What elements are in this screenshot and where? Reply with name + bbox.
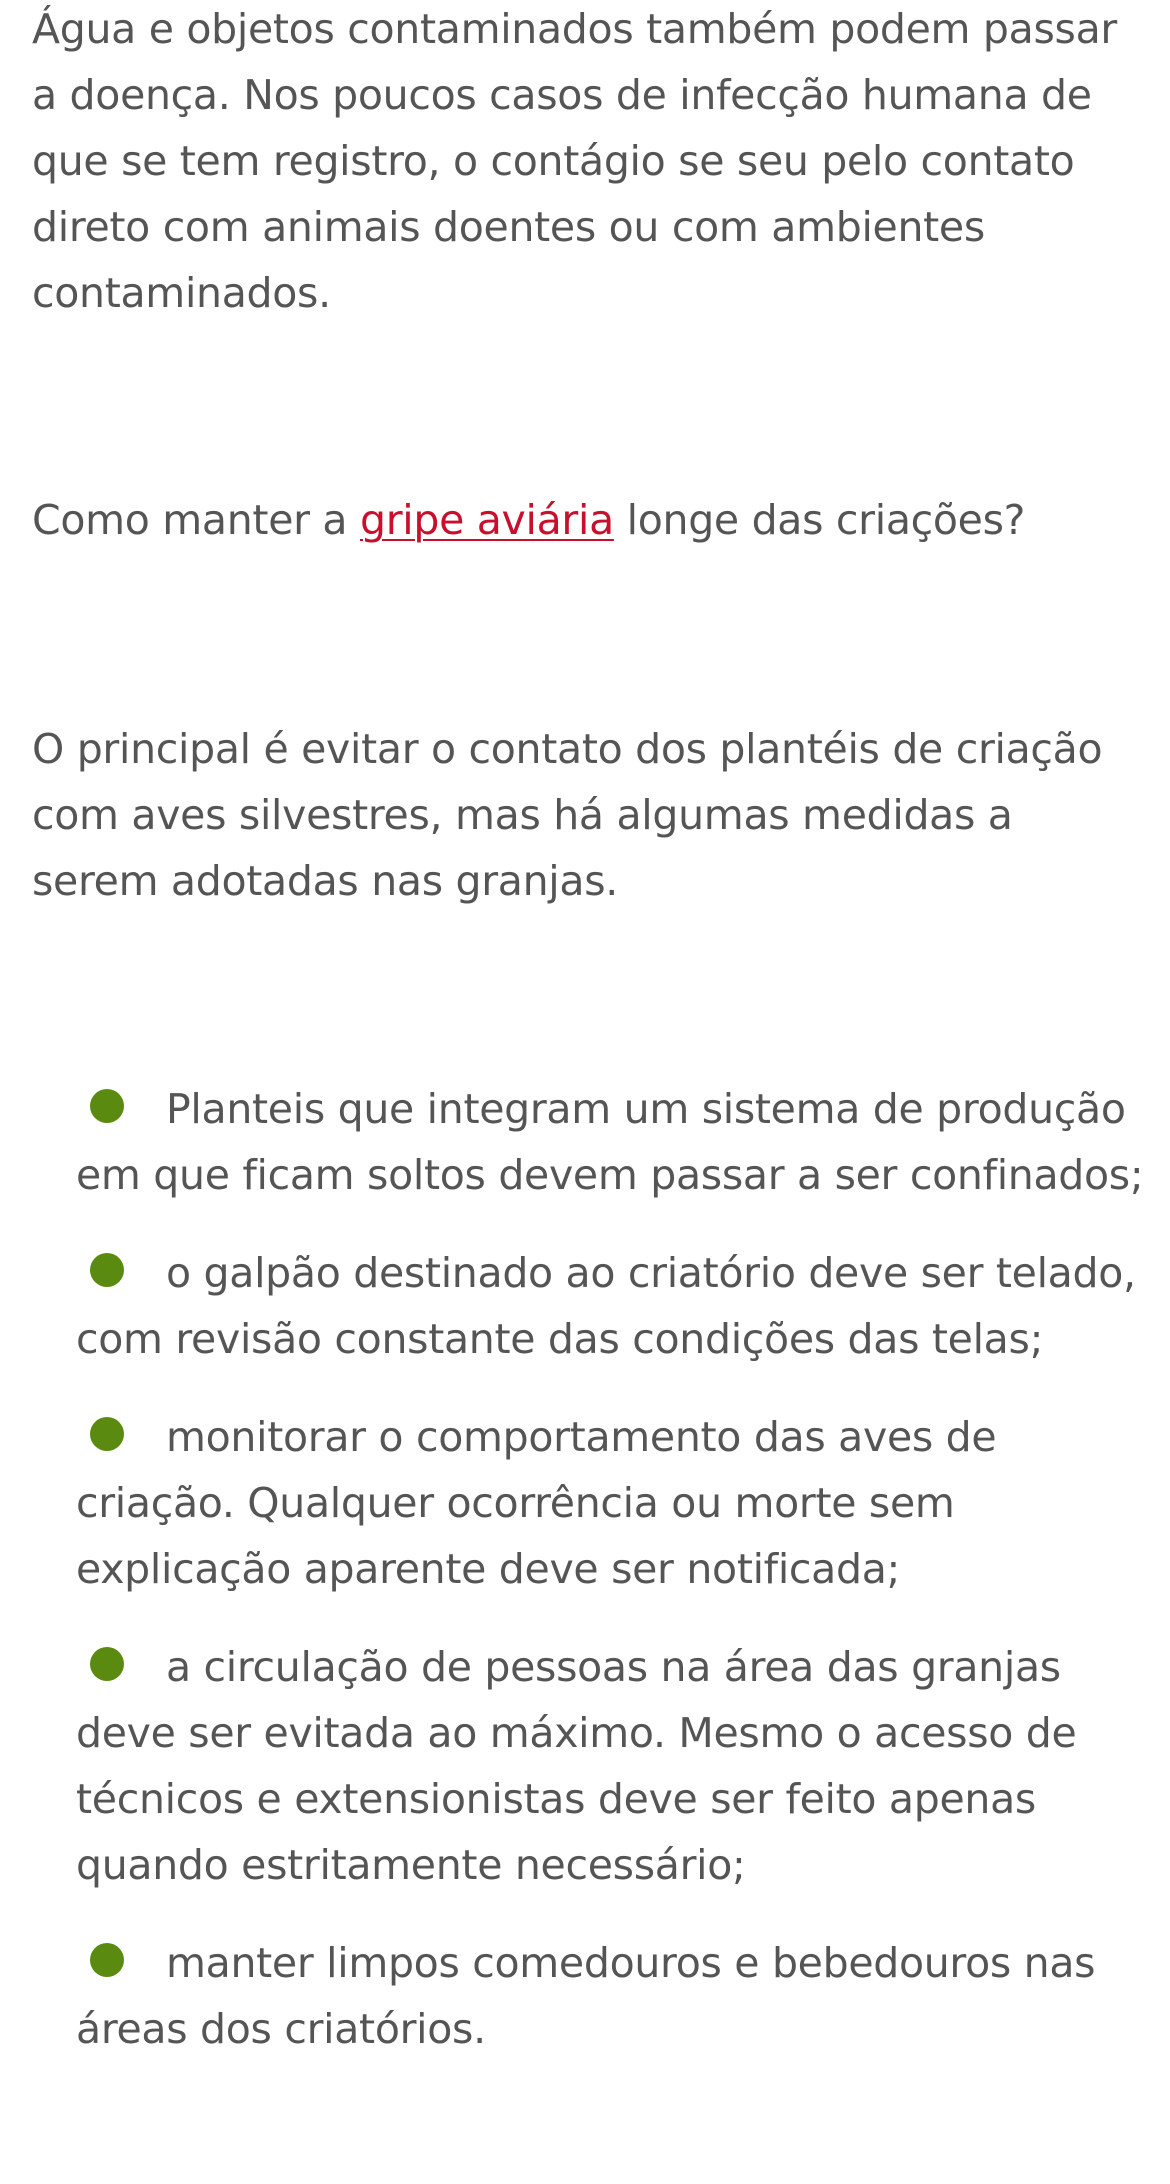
principal-paragraph: O principal é evitar o contato dos plantéis de criação com aves silvestres, mas há algumas medidas a serem adotadas nas granjas.	[32, 725, 1103, 905]
list-item-text: Planteis que integram um sistema de produção em que ficam soltos devem passar a ser confinados;	[76, 1085, 1144, 1199]
bullet-icon	[90, 1647, 124, 1681]
intro-paragraph: Água e objetos contaminados também podem passar a doença. Nos poucos casos de infecção humana de que se tem registro, o contágio se seu pelo contato direto com animais doentes ou com ambientes contaminados.	[32, 5, 1117, 317]
list-item-text: manter limpos comedouros e bebedouros nas áreas dos criatórios.	[76, 1939, 1096, 2053]
list-item	[76, 1634, 1146, 1898]
list-item-text: o galpão destinado ao criatório deve ser telado, com revisão constante das condições das telas;	[76, 1249, 1136, 1363]
bullet-icon	[90, 1253, 124, 1287]
bullet-icon	[90, 1943, 124, 1977]
bullet-icon	[90, 1417, 124, 1451]
list-item-text: monitorar o comportamento das aves de criação. Qualquer ocorrência ou morte sem explicação aparente deve ser notificada;	[76, 1413, 997, 1593]
question-text-before: Como manter a	[32, 496, 360, 544]
list-item	[76, 1404, 1146, 1602]
question-heading	[32, 487, 1142, 553]
list-item	[76, 1930, 1146, 2062]
question-text-after: longe das criações?	[613, 496, 1026, 544]
list-item-text: a circulação de pessoas na área das granjas deve ser evitada ao máximo. Mesmo o acesso de técnicos e extensionistas deve ser feito apenas quando estritamente necessário;	[76, 1643, 1077, 1889]
gripe-aviaria-link[interactable]: gripe aviária	[359, 496, 614, 544]
list-item	[76, 1076, 1146, 1208]
list-item	[76, 1240, 1146, 1372]
bullet-icon	[90, 1089, 124, 1123]
measures-list	[76, 1076, 1146, 2094]
